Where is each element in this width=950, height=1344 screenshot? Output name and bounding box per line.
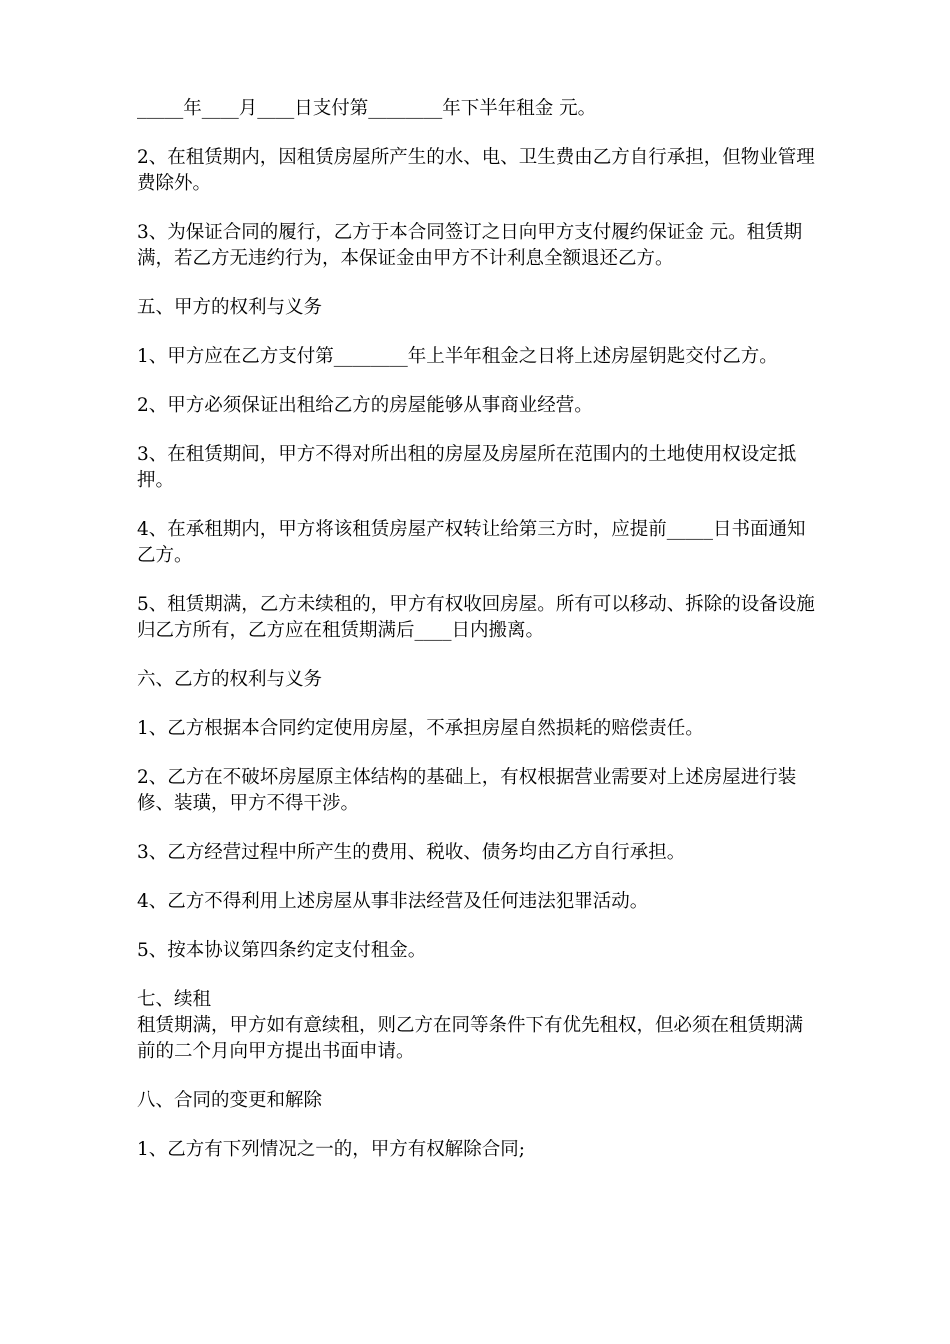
lessor-clause-3: 3、在租赁期间，甲方不得对所出租的房屋及房屋所在范围内的土地使用权设定抵押。 [137,444,797,491]
document-body [137,96,817,1186]
lessor-clause-4: 4、在承租期内，甲方将该租赁房屋产权转让给第三方时，应提前_____日书面通知乙方。 [137,519,806,566]
lessor-clause-1: 1、甲方应在乙方支付第________年上半年租金之日将上述房屋钥匙交付乙方。 [137,346,778,367]
lessor-clause-5: 5、租赁期满，乙方未续租的，甲方有权收回房屋。所有可以移动、拆除的设备设施归乙方所有，乙方应在租赁期满后____日内搬离。 [137,594,815,641]
section-heading-lessee: 六、乙方的权利与义务 [137,669,323,690]
lessee-clause-2: 2、乙方在不破坏房屋原主体结构的基础上，有权根据营业需要对上述房屋进行装修、装璜，甲方不得干涉。 [137,767,797,814]
renewal-clause: 租赁期满，甲方如有意续租，则乙方在同等条件下有优先租权，但必须在租赁期满前的二个月向甲方提出书面申请。 [137,1015,804,1062]
lessee-clause-5: 5、按本协议第四条约定支付租金。 [137,940,427,961]
termination-clause-1: 1、乙方有下列情况之一的，甲方有权解除合同; [137,1139,526,1160]
lessee-clause-1: 1、乙方根据本合同约定使用房屋，不承担房屋自然损耗的赔偿责任。 [137,718,704,739]
clause-utilities: 2、在租赁期内，因租赁房屋所产生的水、电、卫生费由乙方自行承担，但物业管理费除外。 [137,147,815,194]
clause-deposit: 3、为保证合同的履行，乙方于本合同签订之日向甲方支付履约保证金 元。租赁期满，若乙方无违约行为，本保证金由甲方不计利息全额退还乙方。 [137,222,803,269]
payment-schedule-line: _____年____月____日支付第________年下半年租金 元。 [137,98,597,119]
lessee-clause-3: 3、乙方经营过程中所产生的费用、税收、债务均由乙方自行承担。 [137,842,686,863]
section-heading-termination: 八、合同的变更和解除 [137,1090,323,1111]
lessor-clause-2: 2、甲方必须保证出租给乙方的房屋能够从事商业经营。 [137,395,593,416]
section-heading-lessor: 五、甲方的权利与义务 [137,297,323,318]
lessee-clause-4: 4、乙方不得利用上述房屋从事非法经营及任何违法犯罪活动。 [137,891,649,912]
section-heading-renewal: 七、续租 [137,989,212,1010]
